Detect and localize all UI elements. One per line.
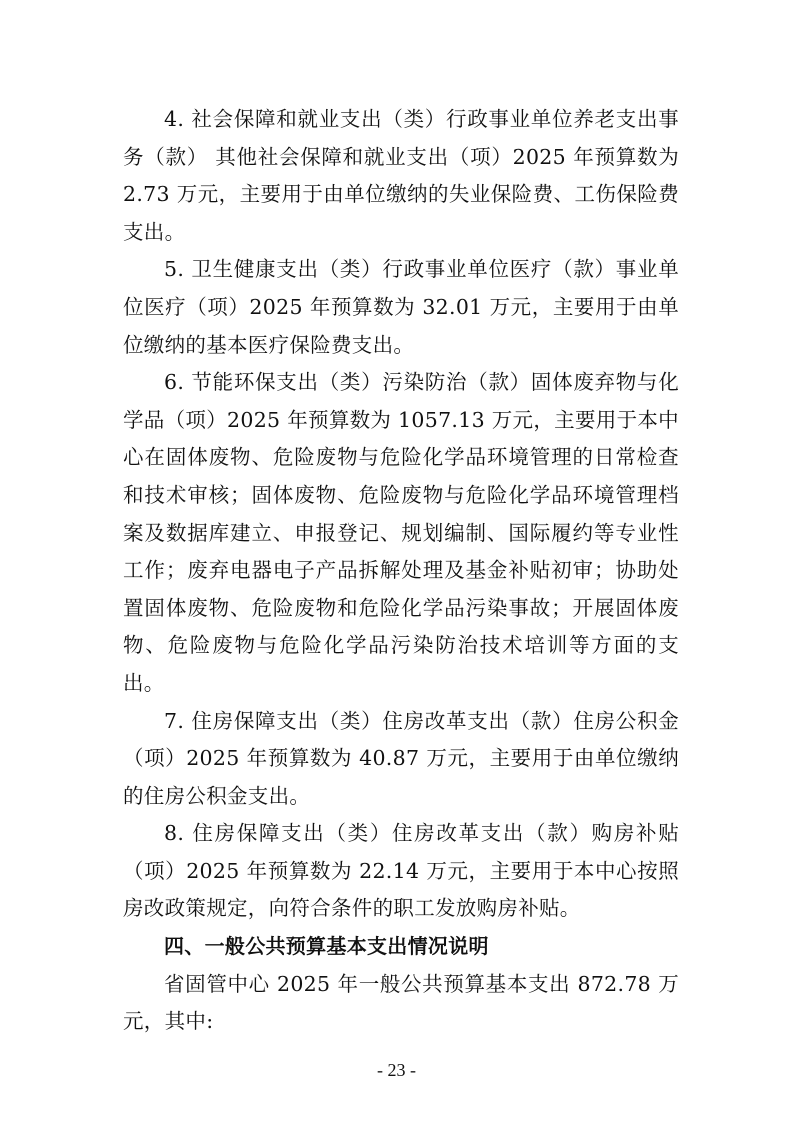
paragraph-item-4: 4. 社会保障和就业支出（类）行政事业单位养老支出事务（款） 其他社会保障和就业支出（项）2025 年预算数为 2.73 万元，主要用于由单位缴纳的失业保险费、工伤保险费支出。 (123, 107, 679, 244)
paragraph-item-5: 5. 卫生健康支出（类）行政事业单位医疗（款）事业单位医疗（项）2025 年预算数为 32.01 万元，主要用于由单位缴纳的基本医疗保险费支出。 (123, 257, 679, 357)
section-intro-paragraph: 省固管中心 2025 年一般公共预算基本支出 872.78 万元，其中: (123, 971, 679, 1034)
body-text (123, 101, 679, 1041)
page-number: - 23 - (377, 1060, 416, 1080)
paragraph-item-7: 7. 住房保障支出（类）住房改革支出（款）住房公积金（项）2025 年预算数为 40.87 万元，主要用于由单位缴纳的住房公积金支出。 (123, 708, 679, 808)
paragraph-item-8: 8. 住房保障支出（类）住房改革支出（款）购房补贴（项）2025 年预算数为 22.14 万元，主要用于本中心按照房改政策规定，向符合条件的职工发放购房补贴。 (123, 821, 679, 921)
paragraph-item-6: 6. 节能环保支出（类）污染防治（款）固体废弃物与化学品（项）2025 年预算数为 1057.13 万元，主要用于本中心在固体废物、危险废物与危险化学品环境管理的日常检查和技术审核；固体废物、危险废物与危险化学品环境管理档案及数据库建立、申报登记、规划编制、国际履约等专业性工作；废弃电器电子产品拆解处理及基金补贴初审；协助处置固体废物、危险废物和危险化学品污染事故；开展固体废物、危险废物与危险化学品污染防治技术培训等方面的支出。 (123, 370, 679, 695)
section-heading: 四、一般公共预算基本支出情况说明 (164, 934, 489, 959)
